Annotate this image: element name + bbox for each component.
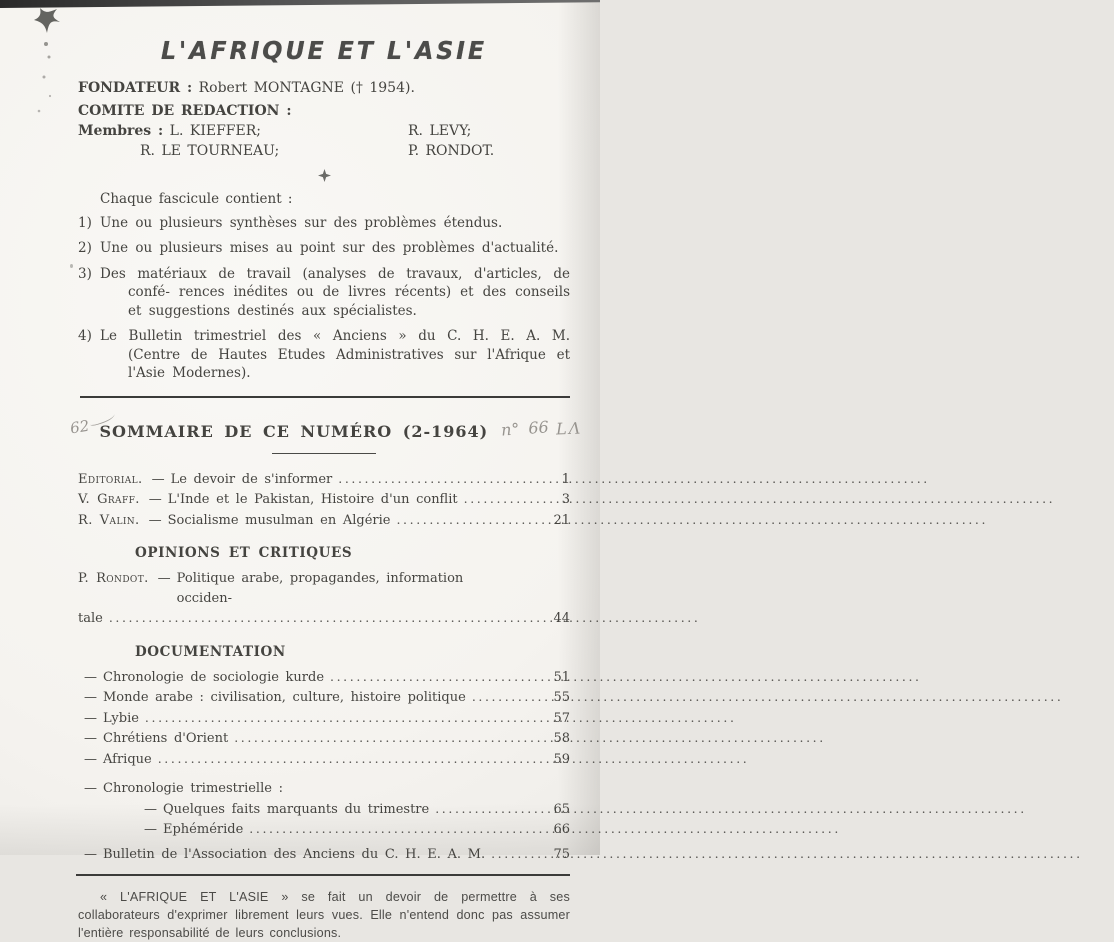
toc-page: 55: [553, 690, 570, 706]
toc-title: Afrique: [103, 751, 152, 767]
toc-title: L'Inde et le Pakistan, Histoire d'un conflit: [167, 492, 458, 508]
intro-lead: Chaque fascicule contient :: [100, 191, 293, 207]
toc-author: V. Graff.: [78, 492, 140, 508]
toc-author: P. Rondot.: [78, 571, 149, 587]
dot-leader: [109, 608, 534, 629]
toc-dash: —: [84, 731, 97, 747]
toc-row-ephemeride: [138, 819, 570, 840]
journal-title: L'AFRIQUE ET L'ASIE: [161, 36, 487, 65]
section-heading-documentation: DOCUMENTATION: [135, 643, 286, 660]
intro-item-2: [78, 239, 570, 257]
member-levy: R. LEVY;: [408, 123, 472, 139]
toc-dash: —: [84, 846, 97, 862]
editorial-disclaimer: « L'AFRIQUE ET L'ASIE » se fait un devoir de permettre à ses collaborateurs d'exprimer librement leurs vues. Elle n'entend donc pas assumer l'entière responsabilité de leurs conclusions.: [78, 890, 570, 941]
toc-page: 58: [553, 731, 570, 747]
handwritten-left-annotation: 62: [69, 412, 116, 437]
dot-leader: [234, 728, 534, 749]
intro-item-1: [78, 214, 570, 232]
toc-row-chretiens: [78, 728, 570, 749]
dot-leader: [435, 799, 534, 820]
fleuron-star-icon: [318, 169, 331, 182]
toc-title: tale: [78, 611, 103, 627]
handwritten-issue-annotation: n° 66: [500, 417, 550, 440]
ornament-row: [78, 167, 570, 181]
fondateur-line: [78, 80, 570, 96]
item-text: Le Bulletin trimestriel des « Anciens » du C. H. E. A. M. (Centre de Hautes Etudes Administratives sur l'Afrique et l'Asie Modernes).: [100, 328, 570, 382]
membres-row-2: [78, 143, 570, 159]
toc-title: Chronologie trimestrielle :: [103, 781, 283, 797]
dot-leader: [472, 687, 534, 708]
dot-leader: [330, 667, 534, 688]
toc-title: Lybie: [103, 710, 139, 726]
item-number: 2): [78, 240, 92, 257]
toc-author: Editorial.: [78, 471, 143, 487]
intro-item-3: [78, 265, 570, 320]
table-of-contents: [78, 469, 570, 865]
toc-page: 21: [553, 512, 570, 528]
toc-page: 51: [553, 669, 570, 685]
membres-row-1: [78, 123, 570, 139]
item-text: Une ou plusieurs synthèses sur des problèmes étendus.: [100, 215, 503, 231]
toc-row-kurde: [78, 667, 570, 688]
toc-dash: —: [148, 492, 162, 508]
toc-page: 66: [553, 822, 570, 838]
toc-page: 3: [561, 492, 570, 508]
item-text: Une ou plusieurs mises au point sur des problèmes d'actualité.: [100, 240, 559, 257]
toc-dash: —: [144, 822, 157, 838]
toc-dash: —: [151, 471, 165, 487]
toc-page: 57: [553, 710, 570, 726]
intro-item-4: [78, 327, 570, 382]
item-number: 3): [78, 265, 92, 282]
sommaire-heading: SOMMAIRE DE CE NUMÉRO: [99, 421, 393, 441]
toc-dash: —: [84, 751, 97, 767]
toc-dash: —: [148, 512, 162, 528]
toc-page: 75: [553, 846, 570, 862]
toc-author: R. Valin.: [78, 512, 140, 528]
footer-divider: [76, 874, 570, 876]
membres-label: Membres :: [78, 123, 164, 139]
toc-row-valin: [78, 510, 570, 531]
toc-title: Chronologie de sociologie kurde: [103, 669, 325, 685]
toc-dash: —: [84, 710, 97, 726]
toc-page: 59: [553, 751, 570, 767]
toc-row-bulletin: [78, 844, 570, 865]
toc-title: Ephéméride: [163, 822, 244, 838]
toc-title: Socialisme musulman en Algérie: [167, 512, 391, 528]
toc-title: Quelques faits marquants du trimestre: [163, 801, 430, 817]
member-kieffer: L. KIEFFER;: [169, 123, 261, 139]
toc-dash: —: [84, 781, 97, 797]
item-number: 4): [78, 328, 92, 345]
dot-leader: [338, 469, 534, 490]
main-divider: [80, 396, 570, 398]
toc-title: Chrétiens d'Orient: [103, 731, 229, 747]
toc-page: 44: [553, 611, 570, 627]
dot-leader: [249, 819, 534, 840]
toc-dash: —: [144, 801, 157, 817]
toc-page: 1: [561, 471, 570, 487]
toc-row-afrique: [78, 749, 570, 770]
section-heading-opinions: OPINIONS ET CRITIQUES: [135, 545, 353, 562]
toc-row-lybie: [78, 708, 570, 729]
item-number: 1): [78, 215, 92, 231]
toc-title: Bulletin de l'Association des Anciens du C. H. E. A. M.: [103, 846, 486, 862]
member-letourneau: R. LE TOURNEAU;: [140, 143, 280, 159]
toc-row-graff: [78, 489, 570, 510]
fondateur-value: Robert MONTAGNE († 1954).: [198, 80, 415, 96]
toc-row-chronologie-trimestrielle: [78, 778, 570, 799]
toc-row-rondot-line1: [78, 568, 570, 608]
toc-dash: —: [84, 669, 97, 685]
toc-row-editorial: [78, 469, 570, 490]
toc-title: Le devoir de s'informer: [170, 471, 333, 487]
sommaire-divider: [272, 453, 376, 454]
toc-row-rondot-line2: [78, 608, 570, 629]
dot-leader: [158, 749, 534, 770]
toc-row-monde-arabe: [78, 687, 570, 708]
sommaire-issue: (2-1964): [402, 421, 489, 441]
toc-dash: —: [84, 690, 97, 706]
toc-title: Monde arabe : civilisation, culture, histoire politique: [103, 690, 466, 706]
toc-title: Politique arabe, propagandes, information occiden-: [176, 571, 464, 606]
dot-leader: [464, 489, 534, 510]
comite-line: COMITE DE REDACTION :: [78, 103, 292, 119]
toc-page: 65: [553, 801, 570, 817]
toc-dash: —: [157, 571, 171, 587]
dot-leader: [396, 510, 534, 531]
dot-leader: [491, 844, 534, 865]
handwritten-right-annotation: LΛ: [555, 418, 583, 439]
fondateur-label: FONDATEUR :: [78, 80, 193, 96]
dot-leader: [145, 708, 534, 729]
sommaire-heading-row: [68, 416, 583, 441]
item-text: Des matériaux de travail (analyses de travaux, d'articles, de confé- rences inédites ou de livres récents) et des conseils et suggestions destinés aux spécialistes.: [100, 265, 570, 319]
toc-row-faits-marquants: [138, 799, 570, 820]
member-rondot: P. RONDOT.: [408, 143, 495, 159]
